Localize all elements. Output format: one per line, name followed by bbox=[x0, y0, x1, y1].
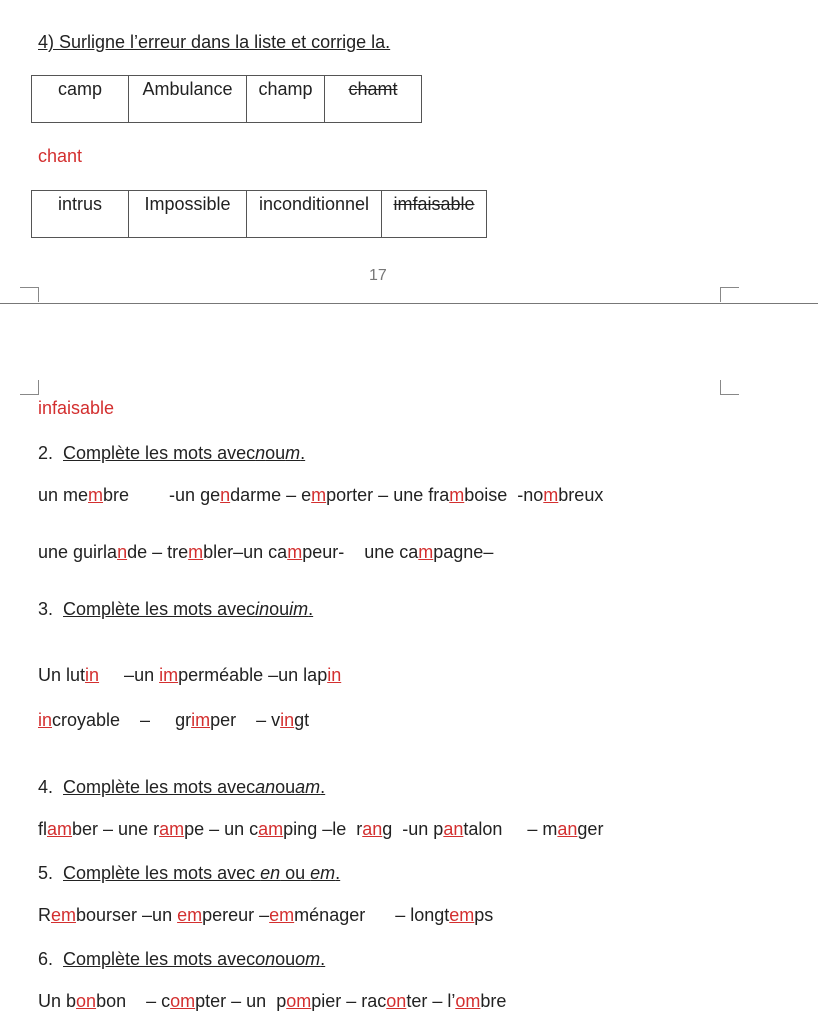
title-text: . bbox=[320, 777, 326, 797]
word-text: ping –le r bbox=[283, 819, 363, 839]
filled-letters: m bbox=[418, 542, 434, 562]
table-cell-error: chamt bbox=[325, 76, 422, 123]
word-text: bre bbox=[480, 991, 507, 1011]
word-text: bre -un ge bbox=[103, 485, 221, 505]
filled-letters: im bbox=[191, 710, 211, 730]
word-table-2 bbox=[31, 190, 487, 238]
word-text: bourser –un bbox=[76, 905, 178, 925]
filled-letters: em bbox=[449, 905, 475, 925]
word-text: bler–un ca bbox=[203, 542, 288, 562]
filled-letters: in bbox=[327, 665, 342, 685]
word-text: per – v bbox=[210, 710, 281, 730]
title-text: ou bbox=[275, 949, 296, 969]
word-text: R bbox=[38, 905, 51, 925]
filled-letters: in bbox=[280, 710, 295, 730]
word-text: darme – e bbox=[230, 485, 312, 505]
filled-letters: an bbox=[443, 819, 464, 839]
filled-letters: am bbox=[159, 819, 185, 839]
title-option: om bbox=[295, 949, 321, 969]
table-cell: champ bbox=[247, 76, 325, 123]
filled-letters: m bbox=[311, 485, 327, 505]
filled-letters: om bbox=[455, 991, 481, 1011]
word-text: pter – un p bbox=[195, 991, 287, 1011]
page-break-line bbox=[0, 303, 818, 304]
word-text: pereur – bbox=[202, 905, 270, 925]
answer-line bbox=[38, 485, 603, 506]
word-text: de – tre bbox=[127, 542, 189, 562]
answer-line bbox=[38, 710, 309, 731]
filled-letters: on bbox=[386, 991, 407, 1011]
title-text: ou bbox=[265, 443, 286, 463]
word-text: talon – m bbox=[463, 819, 558, 839]
filled-letters: m bbox=[287, 542, 303, 562]
answer-line bbox=[38, 905, 493, 926]
word-text: fl bbox=[38, 819, 47, 839]
title-option: an bbox=[255, 777, 276, 797]
table-cell: inconditionnel bbox=[247, 191, 382, 238]
answer-line bbox=[38, 991, 506, 1012]
word-text: ps bbox=[474, 905, 494, 925]
title-text: . bbox=[308, 599, 314, 619]
title-text: ou bbox=[280, 863, 311, 883]
word-text: –un bbox=[99, 665, 160, 685]
filled-letters: m bbox=[88, 485, 104, 505]
exercise-3-title bbox=[38, 599, 313, 620]
title-option: im bbox=[289, 599, 309, 619]
word-text: pagne– bbox=[433, 542, 494, 562]
exercise-2-title bbox=[38, 443, 305, 464]
title-option: n bbox=[255, 443, 266, 463]
title-text: Complète les mots avec bbox=[63, 863, 261, 883]
title-text: . bbox=[300, 443, 306, 463]
word-table-1 bbox=[31, 75, 422, 123]
correction-2: infaisable bbox=[38, 398, 115, 418]
word-text: Un lut bbox=[38, 665, 86, 685]
exercise-number: 2. bbox=[38, 443, 54, 463]
word-text: un me bbox=[38, 485, 89, 505]
exercise-number: 3. bbox=[38, 599, 54, 619]
page-number: 17 bbox=[369, 267, 387, 284]
word-text: pe – un c bbox=[184, 819, 259, 839]
exercise-number: 5. bbox=[38, 863, 54, 883]
filled-letters: n bbox=[220, 485, 231, 505]
word-text: boise -no bbox=[464, 485, 544, 505]
word-text: pier – rac bbox=[311, 991, 387, 1011]
filled-letters: n bbox=[117, 542, 128, 562]
filled-letters: in bbox=[38, 710, 53, 730]
filled-letters: m bbox=[543, 485, 559, 505]
word-text: ménager – longt bbox=[294, 905, 450, 925]
word-text: ter – l’ bbox=[406, 991, 456, 1011]
exercise-4-task-title bbox=[38, 777, 325, 798]
title-text: . bbox=[335, 863, 341, 883]
table-cell-error: imfaisable bbox=[382, 191, 487, 238]
filled-letters: im bbox=[159, 665, 179, 685]
filled-letters: am bbox=[47, 819, 73, 839]
correction-1: chant bbox=[38, 146, 83, 166]
exercise-number: 6. bbox=[38, 949, 54, 969]
title-option: in bbox=[255, 599, 270, 619]
table-cell: intrus bbox=[32, 191, 129, 238]
table-cell: camp bbox=[32, 76, 129, 123]
filled-letters: on bbox=[76, 991, 97, 1011]
title-text: ou bbox=[275, 777, 296, 797]
filled-letters: m bbox=[449, 485, 465, 505]
page-corner-mark bbox=[20, 380, 39, 395]
word-text: ger bbox=[577, 819, 604, 839]
table-cell: Ambulance bbox=[129, 76, 247, 123]
title-option: on bbox=[255, 949, 276, 969]
exercise-5-title bbox=[38, 863, 340, 884]
filled-letters: an bbox=[557, 819, 578, 839]
word-text: ber – une r bbox=[72, 819, 160, 839]
word-text: croyable – gr bbox=[52, 710, 192, 730]
word-text: une guirla bbox=[38, 542, 118, 562]
exercise-6-title bbox=[38, 949, 325, 970]
title-option: en bbox=[260, 863, 281, 883]
word-text: g -un p bbox=[382, 819, 444, 839]
filled-letters: m bbox=[188, 542, 204, 562]
table-cell: Impossible bbox=[129, 191, 247, 238]
filled-letters: an bbox=[362, 819, 383, 839]
filled-letters: om bbox=[286, 991, 312, 1011]
title-text: Complète les mots avec bbox=[63, 599, 256, 619]
filled-letters: em bbox=[51, 905, 77, 925]
title-text: Complète les mots avec bbox=[63, 443, 256, 463]
word-text: bon – c bbox=[96, 991, 171, 1011]
title-text: . bbox=[320, 949, 326, 969]
word-text: peur- une ca bbox=[302, 542, 419, 562]
filled-letters: am bbox=[258, 819, 284, 839]
word-text: breux bbox=[558, 485, 604, 505]
title-option: em bbox=[310, 863, 336, 883]
title-text: ou bbox=[269, 599, 290, 619]
word-text: perméable –un lap bbox=[178, 665, 328, 685]
exercise-4-title: 4) Surligne l’erreur dans la liste et corrige la. bbox=[38, 32, 391, 52]
exercise-number: 4. bbox=[38, 777, 54, 797]
title-text: Complète les mots avec bbox=[63, 777, 256, 797]
page-corner-mark bbox=[20, 287, 39, 302]
title-option: m bbox=[285, 443, 301, 463]
answer-line bbox=[38, 542, 493, 563]
word-text: Un b bbox=[38, 991, 77, 1011]
page-corner-mark bbox=[720, 380, 739, 395]
answer-line bbox=[38, 665, 341, 686]
title-option: am bbox=[295, 777, 321, 797]
word-text: porter – une fra bbox=[326, 485, 450, 505]
filled-letters: em bbox=[269, 905, 295, 925]
filled-letters: om bbox=[170, 991, 196, 1011]
answer-line bbox=[38, 819, 603, 840]
word-text: gt bbox=[294, 710, 310, 730]
title-text: Complète les mots avec bbox=[63, 949, 256, 969]
filled-letters: em bbox=[177, 905, 203, 925]
filled-letters: in bbox=[85, 665, 100, 685]
page-corner-mark bbox=[720, 287, 739, 302]
